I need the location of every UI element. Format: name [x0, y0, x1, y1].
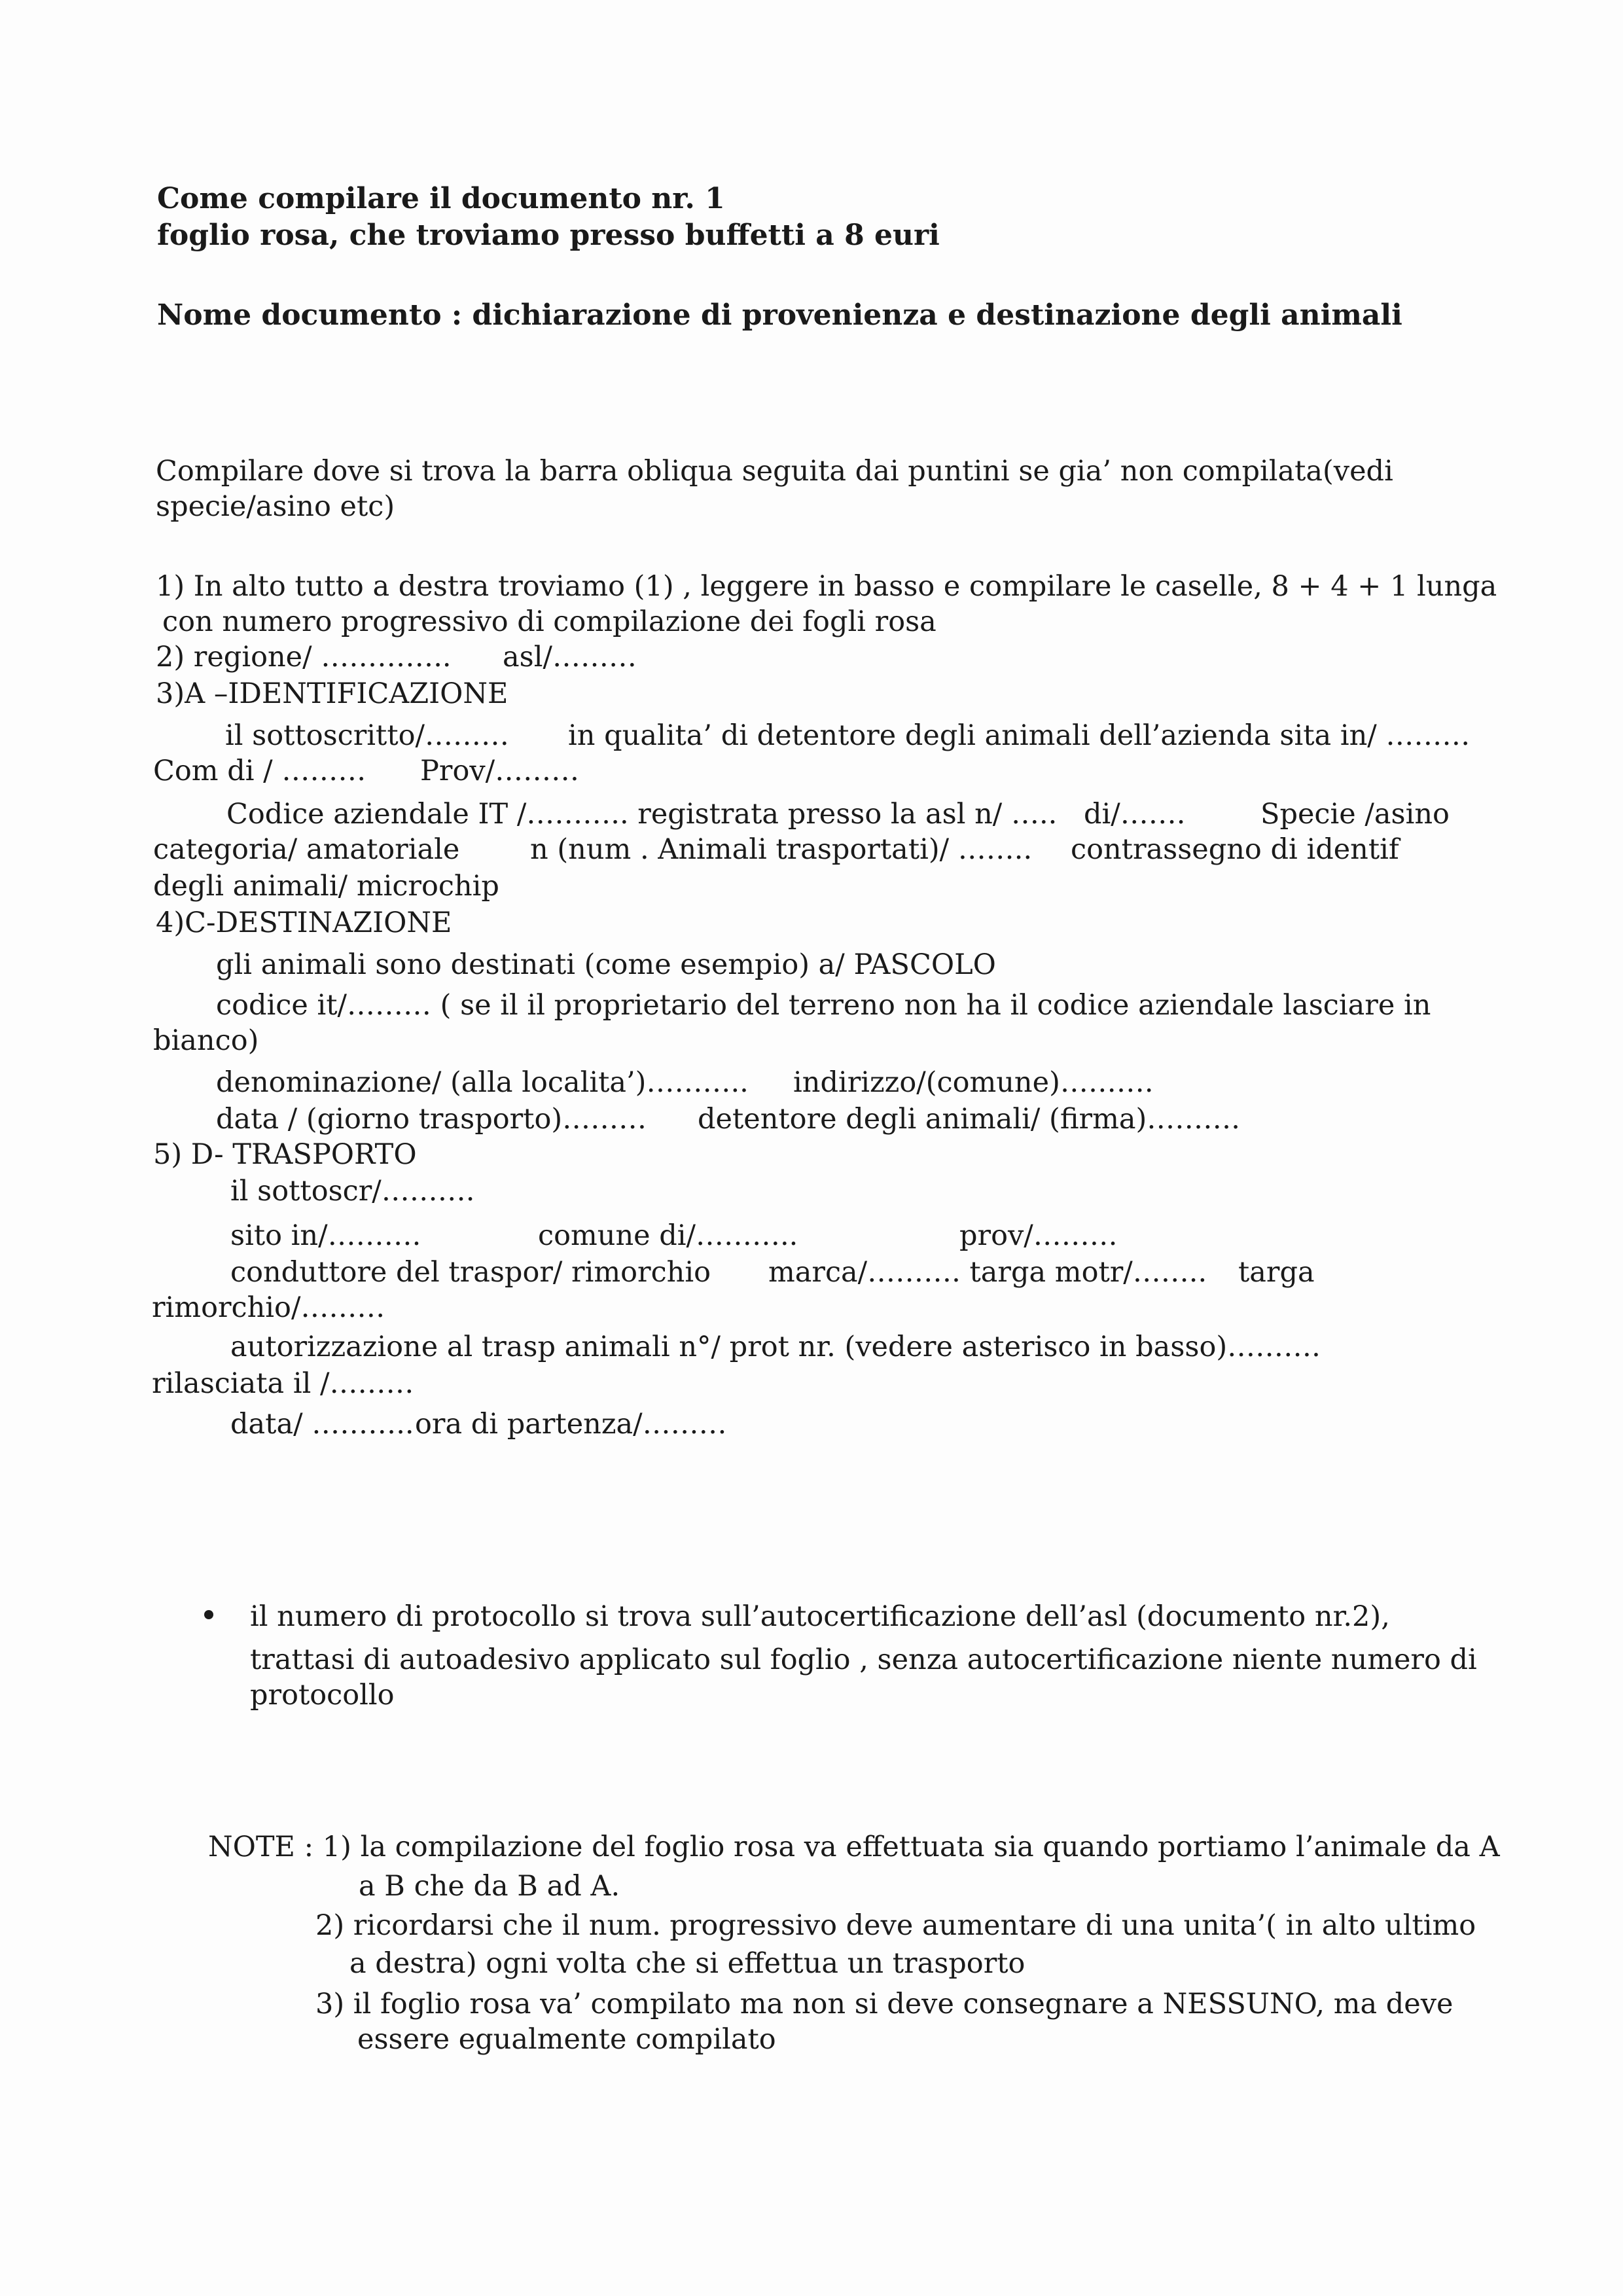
- step5-comune: comune di/………..: [538, 1219, 798, 1252]
- step3-sottoscritto: il sottoscritto/………: [225, 719, 509, 752]
- step5-ora-partenza: ora di partenza/………: [415, 1408, 727, 1441]
- intro-line-1: Compilare dove si trova la barra obliqua seguita dai puntini se gia’ non compilata(vedi: [156, 455, 1393, 488]
- step4-denominazione: denominazione/ (alla localita’)………..: [216, 1066, 749, 1099]
- step3-comune: Com di / ………: [153, 755, 366, 787]
- step3-categoria: categoria/ amatoriale: [153, 833, 460, 866]
- step5-sottoscr: il sottoscr/……….: [230, 1175, 475, 1208]
- step5-rilasciata: rilasciata il /………: [152, 1367, 414, 1400]
- title-line-2: foglio rosa, che troviamo presso buffetti a 8 euri: [157, 219, 940, 252]
- step3-qualita: in qualita’ di detentore degli animali dell’azienda sita in/ ………: [568, 719, 1471, 752]
- step5-targa: targa: [1238, 1256, 1315, 1289]
- step2-regione: 2) regione/ …………..: [156, 641, 452, 673]
- note1-line-2: a B che da B ad A.: [359, 1870, 620, 1903]
- title-line-1: Come compilare il documento nr. 1: [157, 182, 725, 215]
- step3-di: di/…….: [1084, 798, 1186, 831]
- step1-line-1: 1) In alto tutto a destra troviamo (1) , leggere in basso e compilare le caselle, 8 + 4 + 1 lunga: [156, 570, 1497, 603]
- note1-line-1: NOTE : 1) la compilazione del foglio rosa va effettuata sia quando portiamo l’animale da A: [208, 1831, 1500, 1863]
- step4-data: data / (giorno trasporto)………: [216, 1103, 647, 1136]
- step5-marca-targa: marca/………. targa motr/……..: [768, 1256, 1207, 1289]
- step4-destinati: gli animali sono destinati (come esempio) a/ PASCOLO: [216, 948, 996, 981]
- step3-codice-aziendale: Codice aziendale IT /……….. registrata presso la asl n/ …..: [226, 798, 1058, 831]
- step2-asl: asl/………: [503, 641, 637, 673]
- step3-contrassegno: contrassegno di identif: [1071, 833, 1399, 866]
- bullet-icon: [204, 1610, 213, 1619]
- step3-microchip: degli animali/ microchip: [153, 870, 499, 903]
- step5-sito-in: sito in/……….: [230, 1219, 421, 1252]
- step5-data: data/ ………..: [230, 1408, 414, 1441]
- step3-heading: 3)A –IDENTIFICAZIONE: [156, 677, 508, 710]
- step3-specie: Specie /asino: [1260, 798, 1450, 831]
- step5-prov: prov/………: [959, 1219, 1118, 1252]
- step4-bianco: bianco): [153, 1024, 259, 1057]
- step1-line-2: con numero progressivo di compilazione dei fogli rosa: [162, 605, 936, 638]
- note3-line-2: essere egualmente compilato: [357, 2023, 776, 2056]
- step3-provincia: Prov/………: [420, 755, 580, 787]
- note2-line-1: 2) ricordarsi che il num. progressivo deve aumentare di una unita’( in alto ultimo: [315, 1909, 1476, 1942]
- step4-codice-it: codice it/……… ( se il il proprietario del terreno non ha il codice aziendale lasciare in: [216, 989, 1431, 1022]
- step5-rimorchio: rimorchio/………: [152, 1291, 385, 1324]
- bullet-line-2: trattasi di autoadesivo applicato sul foglio , senza autocertificazione niente numero di: [250, 1643, 1477, 1676]
- step3-num-animali: n (num . Animali trasportati)/ ……..: [530, 833, 1033, 866]
- document-name: Nome documento : dichiarazione di provenienza e destinazione degli animali: [157, 298, 1402, 332]
- step5-conduttore: conduttore del traspor/ rimorchio: [230, 1256, 711, 1289]
- step4-heading: 4)C-DESTINAZIONE: [156, 906, 452, 939]
- bullet-line-1: il numero di protocollo si trova sull’autocertificazione dell’asl (documento nr.2),: [250, 1600, 1390, 1633]
- note3-line-1: 3) il foglio rosa va’ compilato ma non si deve consegnare a NESSUNO, ma deve: [315, 1988, 1454, 2020]
- step4-indirizzo: indirizzo/(comune)……….: [793, 1066, 1154, 1099]
- step5-autorizzazione: autorizzazione al trasp animali n°/ prot nr. (vedere asterisco in basso)……….: [230, 1331, 1321, 1363]
- intro-line-2: specie/asino etc): [156, 490, 395, 523]
- step5-heading: 5) D- TRASPORTO: [153, 1138, 417, 1171]
- bullet-line-3: protocollo: [250, 1679, 395, 1712]
- note2-line-2: a destra) ogni volta che si effettua un trasporto: [349, 1947, 1026, 1980]
- step4-detentore: detentore degli animali/ (firma)……….: [698, 1103, 1240, 1136]
